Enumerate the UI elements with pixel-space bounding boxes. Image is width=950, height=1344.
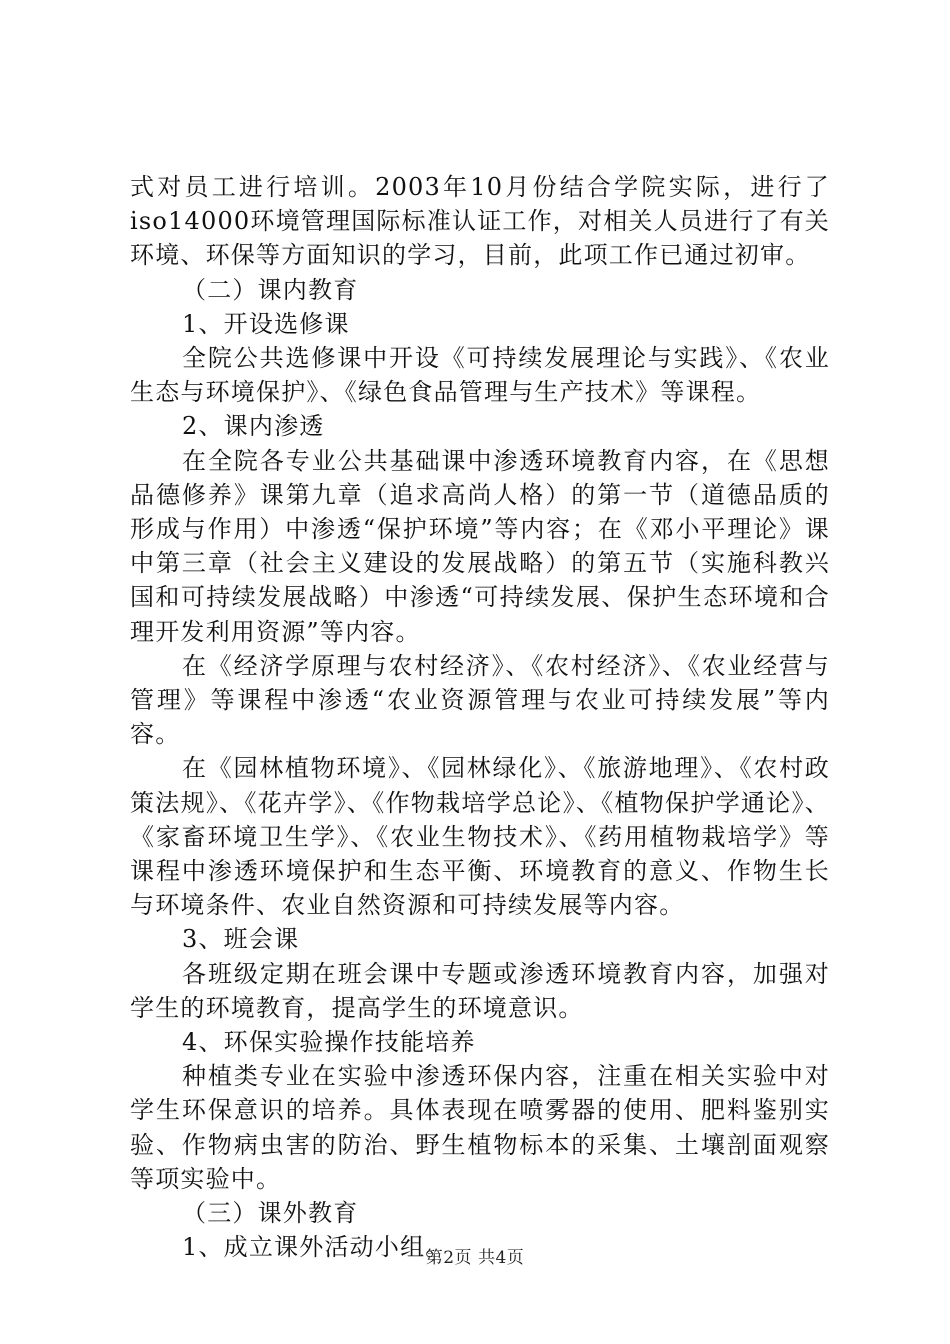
sub-heading-class-meeting: 3、班会课 (182, 925, 300, 954)
section-heading-in-class: （二）课内教育 (182, 275, 359, 304)
body-paragraph-class-meeting: 各班级定期在班会课中专题或渗透环境教育内容，加强对学生的环境教育，提高学生的环境意识。 (130, 959, 830, 1022)
body-paragraph-lab-skills: 种植类专业在实验中渗透环保内容，注重在相关实验中对学生环保意识的培养。具体表现在喷雾器的使用、肥料鉴别实验、作物病虫害的防治、野生植物标本的采集、土壤剖面观察等项实验中。 (130, 1062, 830, 1193)
page-number-footer: 第2页 共4页 (425, 1248, 525, 1268)
body-paragraph-continued: 式对员工进行培训。2003年10月份结合学院实际，进行了iso14000环境管理国际标准认证工作，对相关人员进行了有关环境、环保等方面知识的学习，目前，此项工作已通过初审。 (130, 173, 830, 270)
sub-heading-lab-skills: 4、环保实验操作技能培养 (182, 1028, 476, 1057)
body-paragraph-electives: 全院公共选修课中开设《可持续发展理论与实践》、《农业生态与环境保护》、《绿色食品管理与生产技术》等课程。 (130, 344, 830, 407)
section-heading-extracurricular: （三）课外教育 (182, 1199, 359, 1228)
sub-heading-infiltration: 2、课内渗透 (182, 412, 325, 441)
document-body (130, 170, 830, 1265)
sub-heading-activity-group: 1、成立课外活动小组。 (182, 1233, 451, 1262)
body-paragraph-courses: 在《园林植物环境》、《园林绿化》、《旅游地理》、《农村政策法规》、《花卉学》、《作物栽培学总论》、《植物保护学通论》、《家畜环境卫生学》、《农业生物技术》、《药用植物栽培学》等课程中渗透环境保护和生态平衡、环境教育的意义、作物生长与环境条件、农业自然资源和可持续发展等内容。 (130, 754, 830, 920)
sub-heading-electives: 1、开设选修课 (182, 309, 350, 338)
body-paragraph-infiltration: 在全院各专业公共基础课中渗透环境教育内容，在《思想品德修养》课第九章（追求高尚人格）的第一节（道德品质的形成与作用）中渗透“保护环境”等内容；在《邓小平理论》课中第三章（社会主义建设的发展战略）的第五节（实施科教兴国和可持续发展战略）中渗透“可持续发展、保护生态环境和合理开发利用资源”等内容。 (130, 446, 830, 646)
body-paragraph-economics: 在《经济学原理与农村经济》、《农村经济》、《农业经营与管理》等课程中渗透“农业资源管理与农业可持续发展”等内容。 (130, 651, 830, 749)
